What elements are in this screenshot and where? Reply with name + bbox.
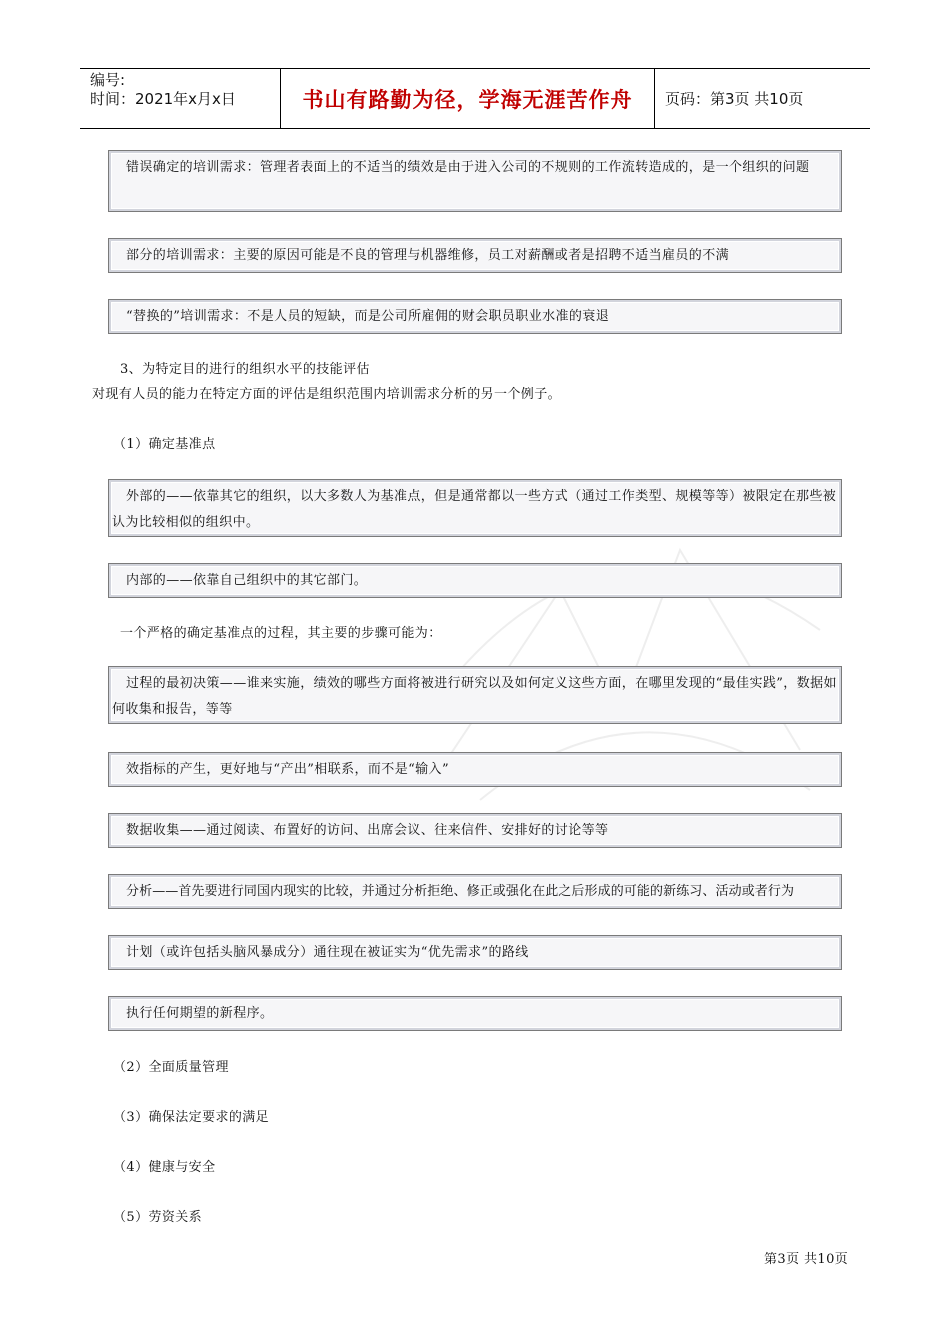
section-3-description: 对现有人员的能力在特定方面的评估是组织范围内培训需求分析的另一个例子。 (92, 387, 562, 402)
header-motto: 书山有路勤为径，学海无涯苦作舟 (281, 69, 655, 128)
page-footer: 第3页 共10页 (764, 1252, 849, 1267)
box-replacement-training-need (108, 299, 842, 334)
box-text: 执行任何期望的新程序。 (126, 1006, 274, 1021)
process-intro: 一个严格的确定基准点的过程，其主要的步骤可能为： (120, 626, 442, 641)
document-time-label: 时间：2021年x月x日 (90, 90, 236, 108)
box-step-initial-decision (108, 666, 842, 724)
item-2-title: （2）全面质量管理 (113, 1060, 229, 1075)
header-meta (80, 69, 281, 128)
item-5-title: （5）劳资关系 (113, 1210, 203, 1225)
box-text: 效指标的产生，更好地与“产出”相联系，而不是“输入” (126, 762, 449, 777)
box-text: 外部的——依靠其它的组织，以大多数人为基准点，但是通常都以一些方式（通过工作类型、规模等等）被限定在那些被认为比较相似的组织中。 (112, 489, 837, 530)
section-3-title: 3、为特定目的进行的组织水平的技能评估 (120, 362, 370, 377)
box-step-indicators (108, 752, 842, 787)
box-text: 分析——首先要进行同国内现实的比较，并通过分析拒绝、修正或强化在此之后形成的可能的新练习、活动或者行为 (126, 884, 795, 899)
box-text: 计划（或许包括头脑风暴成分）通往现在被证实为“优先需求”的路线 (126, 945, 529, 960)
page-header (80, 68, 870, 129)
box-step-analysis (108, 874, 842, 909)
box-external-benchmark (108, 479, 842, 537)
header-page-info: 页码：第3页 共10页 (665, 90, 804, 108)
box-text: 数据收集——通过阅读、布置好的访问、出席会议、往来信件、安排好的讨论等等 (126, 823, 609, 838)
box-step-execute (108, 996, 842, 1031)
box-text: 部分的培训需求：主要的原因可能是不良的管理与机器维修，员工对薪酬或者是招聘不适当雇员的不满 (126, 248, 730, 263)
item-1-title: （1）确定基准点 (113, 437, 216, 452)
box-text: 错误确定的培训需求：管理者表面上的不适当的绩效是由于进入公司的不规则的工作流转造成的，是一个组织的问题 (126, 160, 810, 175)
box-text: 内部的——依靠自己组织中的其它部门。 (126, 573, 368, 588)
document-number-label: 编号: (90, 71, 126, 89)
box-text: “替换的”培训需求：不是人员的短缺，而是公司所雇佣的财会职员职业水准的衰退 (126, 309, 610, 324)
box-partial-training-need (108, 238, 842, 273)
box-wrong-training-need (108, 150, 842, 212)
item-4-title: （4）健康与安全 (113, 1160, 216, 1175)
box-step-data-collection (108, 813, 842, 848)
box-text: 过程的最初决策——谁来实施，绩效的哪些方面将被进行研究以及如何定义这些方面，在哪里发现的“最佳实践”，数据如何收集和报告，等等 (112, 676, 837, 717)
box-internal-benchmark (108, 563, 842, 598)
box-step-plan (108, 935, 842, 970)
item-3-title: （3）确保法定要求的满足 (113, 1110, 270, 1125)
